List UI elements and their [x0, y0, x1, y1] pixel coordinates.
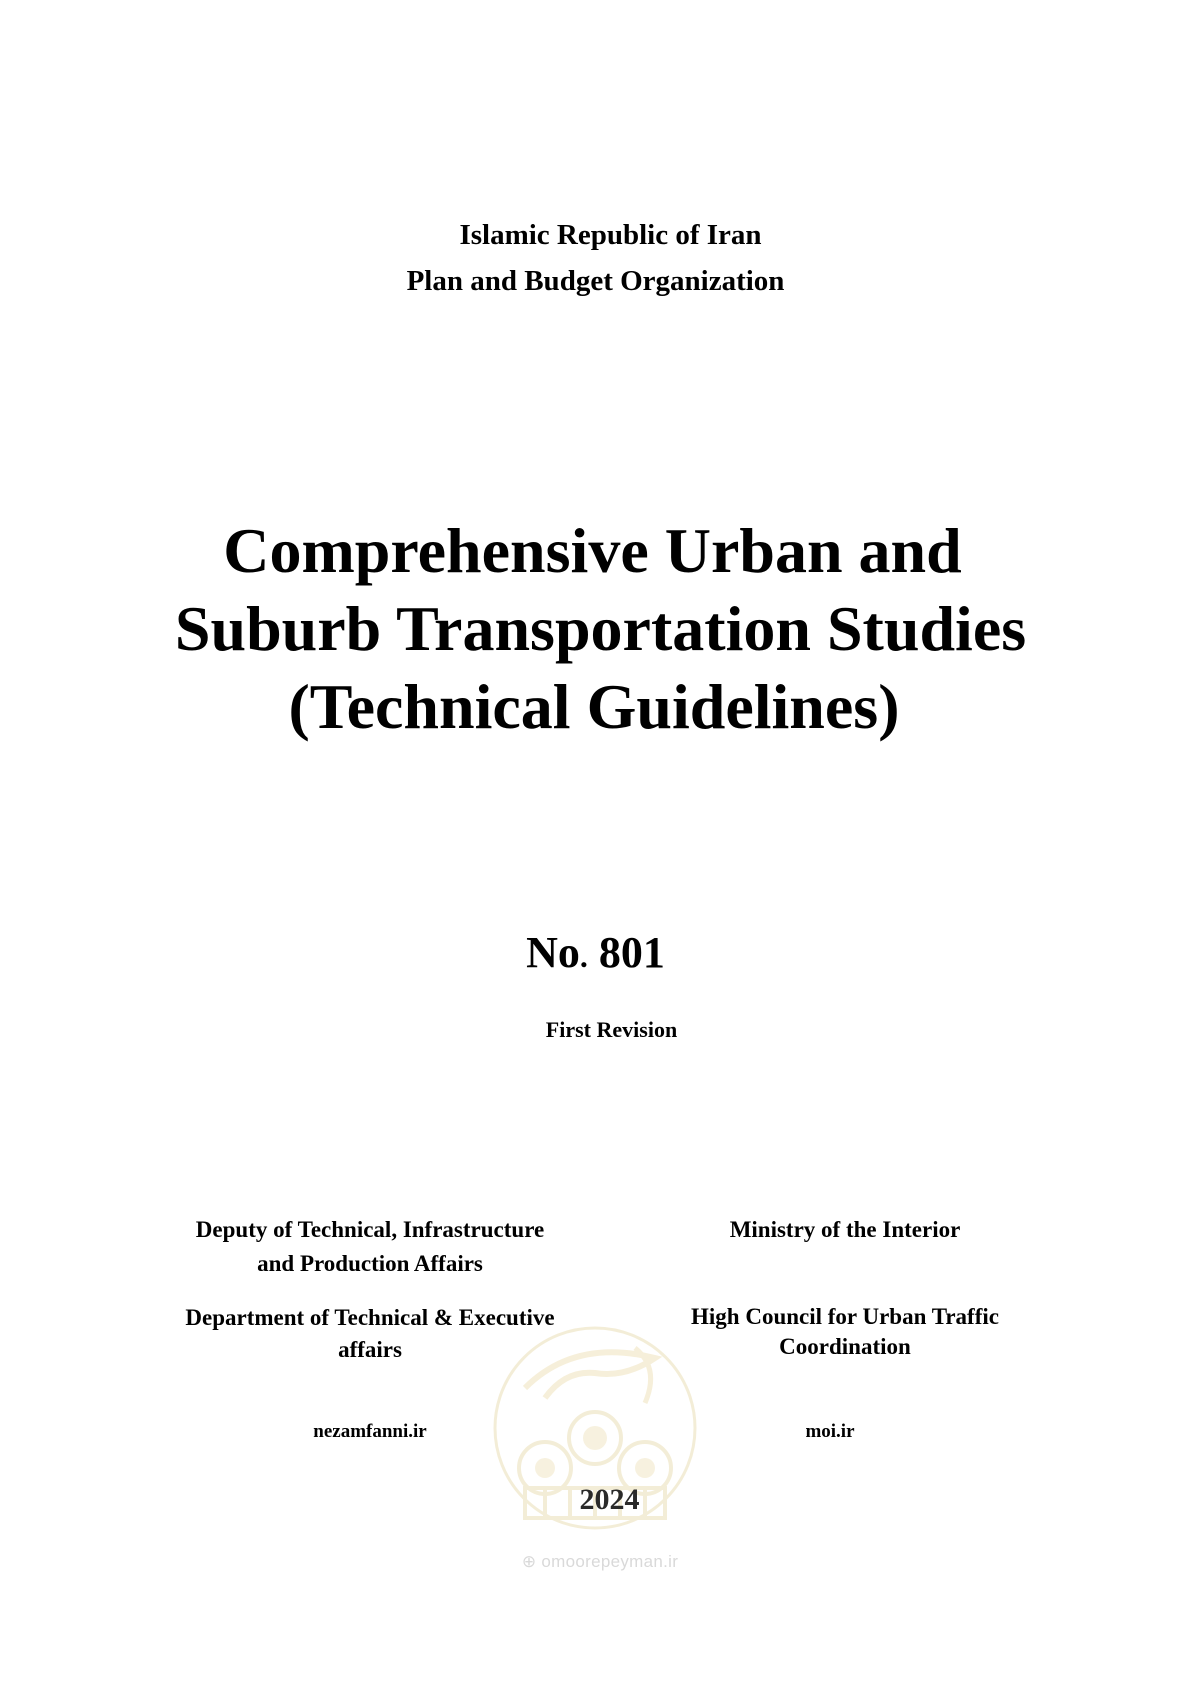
deputy-line-1: Deputy of Technical, Infrastructure	[195, 1217, 545, 1242]
number-dot: .	[579, 938, 588, 974]
department-name	[140, 1302, 600, 1366]
publication-year: 2024	[579, 1483, 640, 1516]
watermark-text	[500, 1552, 700, 1572]
number-value: 801	[598, 928, 665, 977]
globe-icon: ⊕	[521, 1552, 537, 1571]
title-line-2: Suburb Transportation Studies	[174, 593, 1027, 664]
department-line-2: affairs	[338, 1337, 402, 1362]
country-name: Islamic Republic of Iran	[459, 219, 762, 251]
deputy-line-2: and Production Affairs	[257, 1251, 483, 1276]
council-name	[630, 1302, 1060, 1362]
number-prefix: No	[526, 928, 580, 977]
deputy-name	[140, 1213, 600, 1281]
nezamfanni-link[interactable]: nezamfanni.ir	[313, 1421, 427, 1442]
document-number	[0, 925, 1191, 984]
ministry-name: Ministry of the Interior	[729, 1217, 961, 1242]
moi-link[interactable]: moi.ir	[805, 1421, 855, 1442]
title-line-3: (Technical Guidelines)	[288, 671, 900, 742]
council-line-1: High Council for Urban Traffic	[691, 1304, 999, 1329]
organization-name: Plan and Budget Organization	[406, 265, 785, 297]
title-line-1: Comprehensive Urban and	[223, 515, 962, 586]
issuer-block	[0, 212, 1191, 304]
document-title	[0, 512, 1191, 746]
council-line-2: Coordination	[779, 1334, 911, 1359]
watermark-site: omoorepeyman.ir	[541, 1552, 679, 1571]
department-line-1: Department of Technical & Executive	[185, 1305, 555, 1330]
revision-label: First Revision	[545, 1017, 678, 1042]
